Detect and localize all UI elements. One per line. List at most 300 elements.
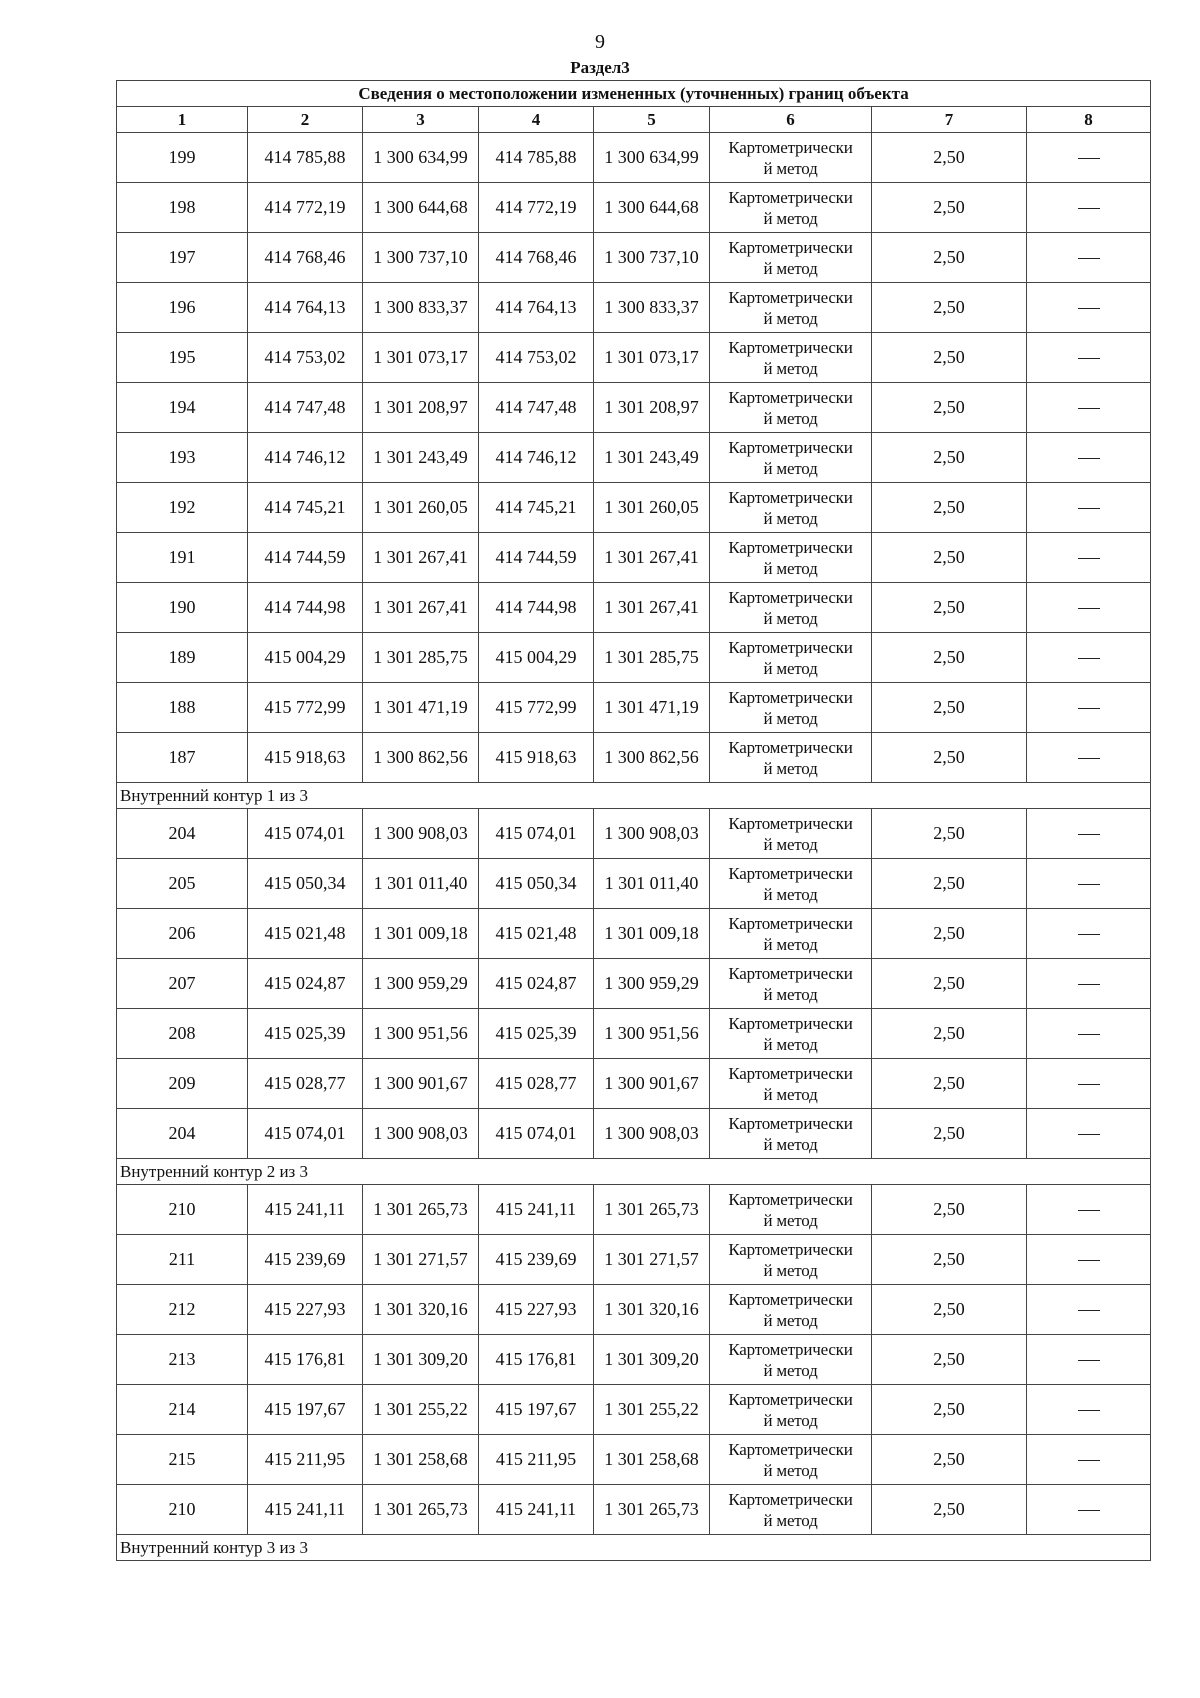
y-coord-cell: 1 301 258,68 (594, 1435, 710, 1485)
accuracy-cell: 2,50 (872, 383, 1027, 433)
table-row (117, 383, 1151, 433)
section-title: Раздел3 (570, 58, 630, 77)
y-coord-cell: 1 300 862,56 (363, 733, 479, 783)
table-row (117, 233, 1151, 283)
empty-value-cell (1027, 809, 1151, 859)
dash-mark (1078, 934, 1100, 935)
x-coord-cell: 414 785,88 (479, 133, 594, 183)
dash-mark (1078, 608, 1100, 609)
point-number-cell: 206 (117, 909, 248, 959)
dash-mark (1078, 1210, 1100, 1211)
method-line-2: й метод (763, 758, 818, 778)
method-cell (710, 233, 872, 283)
method-line-1: Картометрически (728, 637, 853, 657)
x-coord-cell: 415 024,87 (479, 959, 594, 1009)
dash-mark (1078, 358, 1100, 359)
x-coord-cell: 414 768,46 (248, 233, 363, 283)
accuracy-cell: 2,50 (872, 233, 1027, 283)
x-coord-cell: 414 764,13 (248, 283, 363, 333)
method-cell (710, 809, 872, 859)
x-coord-cell: 415 239,69 (479, 1235, 594, 1285)
y-coord-cell: 1 301 309,20 (363, 1335, 479, 1385)
empty-value-cell (1027, 383, 1151, 433)
y-coord-cell: 1 301 271,57 (594, 1235, 710, 1285)
x-coord-cell: 415 241,11 (479, 1185, 594, 1235)
accuracy-cell: 2,50 (872, 1485, 1027, 1535)
y-coord-cell: 1 301 260,05 (594, 483, 710, 533)
point-number-cell: 187 (117, 733, 248, 783)
x-coord-cell: 415 074,01 (479, 1109, 594, 1159)
point-number-cell: 212 (117, 1285, 248, 1335)
method-line-2: й метод (763, 608, 818, 628)
x-coord-cell: 415 772,99 (248, 683, 363, 733)
method-line-1: Картометрически (728, 187, 853, 207)
method-cell (710, 859, 872, 909)
method-line-1: Картометрически (728, 1389, 853, 1409)
x-coord-cell: 414 747,48 (479, 383, 594, 433)
x-coord-cell: 414 746,12 (479, 433, 594, 483)
y-coord-cell: 1 301 243,49 (363, 433, 479, 483)
method-line-1: Картометрически (728, 437, 853, 457)
dash-mark (1078, 1310, 1100, 1311)
method-cell (710, 333, 872, 383)
accuracy-cell: 2,50 (872, 809, 1027, 859)
column-number: 7 (872, 107, 1027, 133)
accuracy-cell: 2,50 (872, 133, 1027, 183)
method-line-1: Картометрически (728, 1189, 853, 1209)
method-line-1: Картометрически (728, 137, 853, 157)
empty-value-cell (1027, 183, 1151, 233)
dash-mark (1078, 1134, 1100, 1135)
table-row (117, 1285, 1151, 1335)
method-line-1: Картометрически (728, 813, 853, 833)
point-number-cell: 211 (117, 1235, 248, 1285)
table-row (117, 1435, 1151, 1485)
empty-value-cell (1027, 859, 1151, 909)
x-coord-cell: 415 050,34 (248, 859, 363, 909)
table-row (117, 183, 1151, 233)
method-cell (710, 283, 872, 333)
dash-mark (1078, 708, 1100, 709)
table-row (117, 909, 1151, 959)
y-coord-cell: 1 301 011,40 (363, 859, 479, 909)
y-coord-cell: 1 300 737,10 (363, 233, 479, 283)
method-line-2: й метод (763, 1134, 818, 1154)
method-line-1: Картометрически (728, 1113, 853, 1133)
empty-value-cell (1027, 909, 1151, 959)
x-coord-cell: 414 772,19 (248, 183, 363, 233)
method-cell (710, 683, 872, 733)
dash-mark (1078, 458, 1100, 459)
dash-mark (1078, 758, 1100, 759)
accuracy-cell: 2,50 (872, 1385, 1027, 1435)
y-coord-cell: 1 300 901,67 (363, 1059, 479, 1109)
x-coord-cell: 414 745,21 (479, 483, 594, 533)
empty-value-cell (1027, 433, 1151, 483)
table-row (117, 859, 1151, 909)
method-line-1: Картометрически (728, 913, 853, 933)
method-line-2: й метод (763, 708, 818, 728)
point-number-cell: 204 (117, 809, 248, 859)
method-line-2: й метод (763, 1460, 818, 1480)
empty-value-cell (1027, 1009, 1151, 1059)
method-cell (710, 959, 872, 1009)
method-cell (710, 433, 872, 483)
y-coord-cell: 1 301 471,19 (594, 683, 710, 733)
x-coord-cell: 415 025,39 (248, 1009, 363, 1059)
method-cell (710, 909, 872, 959)
y-coord-cell: 1 301 011,40 (594, 859, 710, 909)
y-coord-cell: 1 300 862,56 (594, 733, 710, 783)
y-coord-cell: 1 300 959,29 (363, 959, 479, 1009)
y-coord-cell: 1 300 644,68 (363, 183, 479, 233)
dash-mark (1078, 308, 1100, 309)
x-coord-cell: 415 004,29 (479, 633, 594, 683)
dash-mark (1078, 1260, 1100, 1261)
y-coord-cell: 1 300 908,03 (363, 1109, 479, 1159)
point-number-cell: 198 (117, 183, 248, 233)
x-coord-cell: 415 074,01 (479, 809, 594, 859)
y-coord-cell: 1 300 901,67 (594, 1059, 710, 1109)
x-coord-cell: 414 785,88 (248, 133, 363, 183)
table-title: Сведения о местоположении измененных (уточненных) границ объекта (117, 81, 1151, 107)
dash-mark (1078, 158, 1100, 159)
method-line-2: й метод (763, 408, 818, 428)
method-line-2: й метод (763, 1510, 818, 1530)
table-row (117, 733, 1151, 783)
table-row (117, 333, 1151, 383)
x-coord-cell: 415 021,48 (248, 909, 363, 959)
table-row (117, 583, 1151, 633)
y-coord-cell: 1 301 271,57 (363, 1235, 479, 1285)
y-coord-cell: 1 300 951,56 (594, 1009, 710, 1059)
point-number-cell: 192 (117, 483, 248, 533)
method-cell (710, 383, 872, 433)
contour-label-row (117, 1159, 1151, 1185)
y-coord-cell: 1 300 634,99 (594, 133, 710, 183)
accuracy-cell: 2,50 (872, 633, 1027, 683)
point-number-cell: 205 (117, 859, 248, 909)
method-cell (710, 1059, 872, 1109)
table-row (117, 1385, 1151, 1435)
method-line-1: Картометрически (728, 1063, 853, 1083)
coordinates-table (116, 80, 1151, 1561)
accuracy-cell: 2,50 (872, 1059, 1027, 1109)
x-coord-cell: 415 025,39 (479, 1009, 594, 1059)
table-row (117, 1109, 1151, 1159)
method-line-2: й метод (763, 308, 818, 328)
method-cell (710, 1485, 872, 1535)
accuracy-cell: 2,50 (872, 533, 1027, 583)
method-line-1: Картометрически (728, 1013, 853, 1033)
y-coord-cell: 1 301 255,22 (363, 1385, 479, 1435)
method-line-1: Картометрически (728, 237, 853, 257)
dash-mark (1078, 1510, 1100, 1511)
empty-value-cell (1027, 633, 1151, 683)
contour-label: Внутренний контур 1 из 3 (117, 783, 1151, 809)
x-coord-cell: 414 744,98 (479, 583, 594, 633)
point-number-cell: 194 (117, 383, 248, 433)
y-coord-cell: 1 301 265,73 (363, 1185, 479, 1235)
empty-value-cell (1027, 1435, 1151, 1485)
table-row (117, 633, 1151, 683)
empty-value-cell (1027, 533, 1151, 583)
y-coord-cell: 1 301 309,20 (594, 1335, 710, 1385)
method-line-2: й метод (763, 508, 818, 528)
accuracy-cell: 2,50 (872, 1285, 1027, 1335)
page-number: 9 (595, 31, 605, 53)
x-coord-cell: 415 028,77 (479, 1059, 594, 1109)
contour-label: Внутренний контур 2 из 3 (117, 1159, 1151, 1185)
method-line-1: Картометрически (728, 737, 853, 757)
method-cell (710, 133, 872, 183)
method-line-2: й метод (763, 358, 818, 378)
table-row (117, 133, 1151, 183)
table-row (117, 1009, 1151, 1059)
dash-mark (1078, 1084, 1100, 1085)
x-coord-cell: 414 768,46 (479, 233, 594, 283)
column-number: 6 (710, 107, 872, 133)
y-coord-cell: 1 301 073,17 (594, 333, 710, 383)
point-number-cell: 204 (117, 1109, 248, 1159)
dash-mark (1078, 558, 1100, 559)
y-coord-cell: 1 301 208,97 (594, 383, 710, 433)
empty-value-cell (1027, 1335, 1151, 1385)
column-number: 8 (1027, 107, 1151, 133)
y-coord-cell: 1 300 833,37 (363, 283, 479, 333)
y-coord-cell: 1 301 267,41 (594, 533, 710, 583)
y-coord-cell: 1 301 258,68 (363, 1435, 479, 1485)
empty-value-cell (1027, 1109, 1151, 1159)
accuracy-cell: 2,50 (872, 1109, 1027, 1159)
x-coord-cell: 415 227,93 (479, 1285, 594, 1335)
x-coord-cell: 415 918,63 (479, 733, 594, 783)
y-coord-cell: 1 300 908,03 (594, 809, 710, 859)
contour-label-row (117, 783, 1151, 809)
method-line-1: Картометрически (728, 863, 853, 883)
empty-value-cell (1027, 233, 1151, 283)
method-line-2: й метод (763, 834, 818, 854)
method-line-1: Картометрически (728, 687, 853, 707)
method-cell (710, 1385, 872, 1435)
method-line-1: Картометрически (728, 1439, 853, 1459)
point-number-cell: 209 (117, 1059, 248, 1109)
x-coord-cell: 415 241,11 (479, 1485, 594, 1535)
method-line-1: Картометрически (728, 587, 853, 607)
x-coord-cell: 414 747,48 (248, 383, 363, 433)
empty-value-cell (1027, 1285, 1151, 1335)
point-number-cell: 199 (117, 133, 248, 183)
table-row (117, 433, 1151, 483)
empty-value-cell (1027, 583, 1151, 633)
point-number-cell: 193 (117, 433, 248, 483)
dash-mark (1078, 1360, 1100, 1361)
point-number-cell: 191 (117, 533, 248, 583)
accuracy-cell: 2,50 (872, 483, 1027, 533)
dash-mark (1078, 658, 1100, 659)
dash-mark (1078, 258, 1100, 259)
y-coord-cell: 1 301 255,22 (594, 1385, 710, 1435)
dash-mark (1078, 1034, 1100, 1035)
column-number: 3 (363, 107, 479, 133)
accuracy-cell: 2,50 (872, 183, 1027, 233)
dash-mark (1078, 834, 1100, 835)
method-line-2: й метод (763, 1360, 818, 1380)
method-cell (710, 633, 872, 683)
accuracy-cell: 2,50 (872, 1235, 1027, 1285)
method-cell (710, 1235, 872, 1285)
column-number: 1 (117, 107, 248, 133)
y-coord-cell: 1 301 208,97 (363, 383, 479, 433)
x-coord-cell: 415 176,81 (479, 1335, 594, 1385)
x-coord-cell: 414 744,59 (479, 533, 594, 583)
x-coord-cell: 414 744,59 (248, 533, 363, 583)
method-cell (710, 1285, 872, 1335)
x-coord-cell: 415 176,81 (248, 1335, 363, 1385)
y-coord-cell: 1 301 320,16 (594, 1285, 710, 1335)
y-coord-cell: 1 300 951,56 (363, 1009, 479, 1059)
x-coord-cell: 414 753,02 (248, 333, 363, 383)
x-coord-cell: 415 241,11 (248, 1185, 363, 1235)
empty-value-cell (1027, 283, 1151, 333)
empty-value-cell (1027, 733, 1151, 783)
table-row (117, 1185, 1151, 1235)
y-coord-cell: 1 300 959,29 (594, 959, 710, 1009)
x-coord-cell: 415 197,67 (479, 1385, 594, 1435)
table-body (117, 133, 1151, 1561)
x-coord-cell: 415 918,63 (248, 733, 363, 783)
accuracy-cell: 2,50 (872, 283, 1027, 333)
method-line-2: й метод (763, 558, 818, 578)
point-number-cell: 215 (117, 1435, 248, 1485)
y-coord-cell: 1 301 471,19 (363, 683, 479, 733)
y-coord-cell: 1 301 073,17 (363, 333, 479, 383)
method-line-1: Картометрически (728, 287, 853, 307)
accuracy-cell: 2,50 (872, 583, 1027, 633)
y-coord-cell: 1 301 265,73 (594, 1185, 710, 1235)
method-cell (710, 733, 872, 783)
dash-mark (1078, 508, 1100, 509)
x-coord-cell: 415 772,99 (479, 683, 594, 733)
point-number-cell: 210 (117, 1185, 248, 1235)
x-coord-cell: 415 021,48 (479, 909, 594, 959)
accuracy-cell: 2,50 (872, 1435, 1027, 1485)
column-number-row (117, 107, 1151, 133)
method-line-2: й метод (763, 208, 818, 228)
point-number-cell: 188 (117, 683, 248, 733)
accuracy-cell: 2,50 (872, 683, 1027, 733)
accuracy-cell: 2,50 (872, 959, 1027, 1009)
y-coord-cell: 1 301 320,16 (363, 1285, 479, 1335)
x-coord-cell: 415 050,34 (479, 859, 594, 909)
empty-value-cell (1027, 1485, 1151, 1535)
point-number-cell: 197 (117, 233, 248, 283)
dash-mark (1078, 884, 1100, 885)
x-coord-cell: 415 241,11 (248, 1485, 363, 1535)
accuracy-cell: 2,50 (872, 733, 1027, 783)
method-line-1: Картометрически (728, 963, 853, 983)
point-number-cell: 195 (117, 333, 248, 383)
empty-value-cell (1027, 1235, 1151, 1285)
accuracy-cell: 2,50 (872, 1185, 1027, 1235)
method-cell (710, 483, 872, 533)
y-coord-cell: 1 300 833,37 (594, 283, 710, 333)
method-line-2: й метод (763, 934, 818, 954)
dash-mark (1078, 984, 1100, 985)
empty-value-cell (1027, 1185, 1151, 1235)
accuracy-cell: 2,50 (872, 333, 1027, 383)
y-coord-cell: 1 301 265,73 (594, 1485, 710, 1535)
accuracy-cell: 2,50 (872, 1009, 1027, 1059)
x-coord-cell: 414 764,13 (479, 283, 594, 333)
contour-label: Внутренний контур 3 из 3 (117, 1535, 1151, 1561)
method-line-1: Картометрически (728, 1489, 853, 1509)
method-line-2: й метод (763, 458, 818, 478)
point-number-cell: 196 (117, 283, 248, 333)
table-row (117, 809, 1151, 859)
point-number-cell: 208 (117, 1009, 248, 1059)
method-line-1: Картометрически (728, 1339, 853, 1359)
method-cell (710, 1185, 872, 1235)
column-number: 5 (594, 107, 710, 133)
x-coord-cell: 415 211,95 (248, 1435, 363, 1485)
dash-mark (1078, 208, 1100, 209)
x-coord-cell: 415 074,01 (248, 1109, 363, 1159)
method-line-2: й метод (763, 158, 818, 178)
method-line-2: й метод (763, 984, 818, 1004)
method-line-2: й метод (763, 1260, 818, 1280)
point-number-cell: 207 (117, 959, 248, 1009)
y-coord-cell: 1 301 285,75 (594, 633, 710, 683)
x-coord-cell: 415 028,77 (248, 1059, 363, 1109)
y-coord-cell: 1 301 285,75 (363, 633, 479, 683)
method-line-1: Картометрически (728, 487, 853, 507)
table-row (117, 683, 1151, 733)
method-cell (710, 533, 872, 583)
y-coord-cell: 1 301 009,18 (363, 909, 479, 959)
table-row (117, 283, 1151, 333)
column-number: 2 (248, 107, 363, 133)
x-coord-cell: 415 024,87 (248, 959, 363, 1009)
x-coord-cell: 414 746,12 (248, 433, 363, 483)
y-coord-cell: 1 301 009,18 (594, 909, 710, 959)
y-coord-cell: 1 300 908,03 (363, 809, 479, 859)
x-coord-cell: 415 227,93 (248, 1285, 363, 1335)
y-coord-cell: 1 301 267,41 (363, 583, 479, 633)
point-number-cell: 210 (117, 1485, 248, 1535)
y-coord-cell: 1 301 267,41 (594, 583, 710, 633)
method-cell (710, 1009, 872, 1059)
table-row (117, 1485, 1151, 1535)
dash-mark (1078, 408, 1100, 409)
method-line-1: Картометрически (728, 1239, 853, 1259)
method-line-2: й метод (763, 1310, 818, 1330)
x-coord-cell: 414 753,02 (479, 333, 594, 383)
table-row (117, 1335, 1151, 1385)
y-coord-cell: 1 301 265,73 (363, 1485, 479, 1535)
table-row (117, 1059, 1151, 1109)
y-coord-cell: 1 301 267,41 (363, 533, 479, 583)
method-line-2: й метод (763, 658, 818, 678)
y-coord-cell: 1 301 243,49 (594, 433, 710, 483)
method-line-1: Картометрически (728, 537, 853, 557)
table-row (117, 483, 1151, 533)
y-coord-cell: 1 300 644,68 (594, 183, 710, 233)
x-coord-cell: 415 239,69 (248, 1235, 363, 1285)
accuracy-cell: 2,50 (872, 909, 1027, 959)
point-number-cell: 190 (117, 583, 248, 633)
x-coord-cell: 415 004,29 (248, 633, 363, 683)
